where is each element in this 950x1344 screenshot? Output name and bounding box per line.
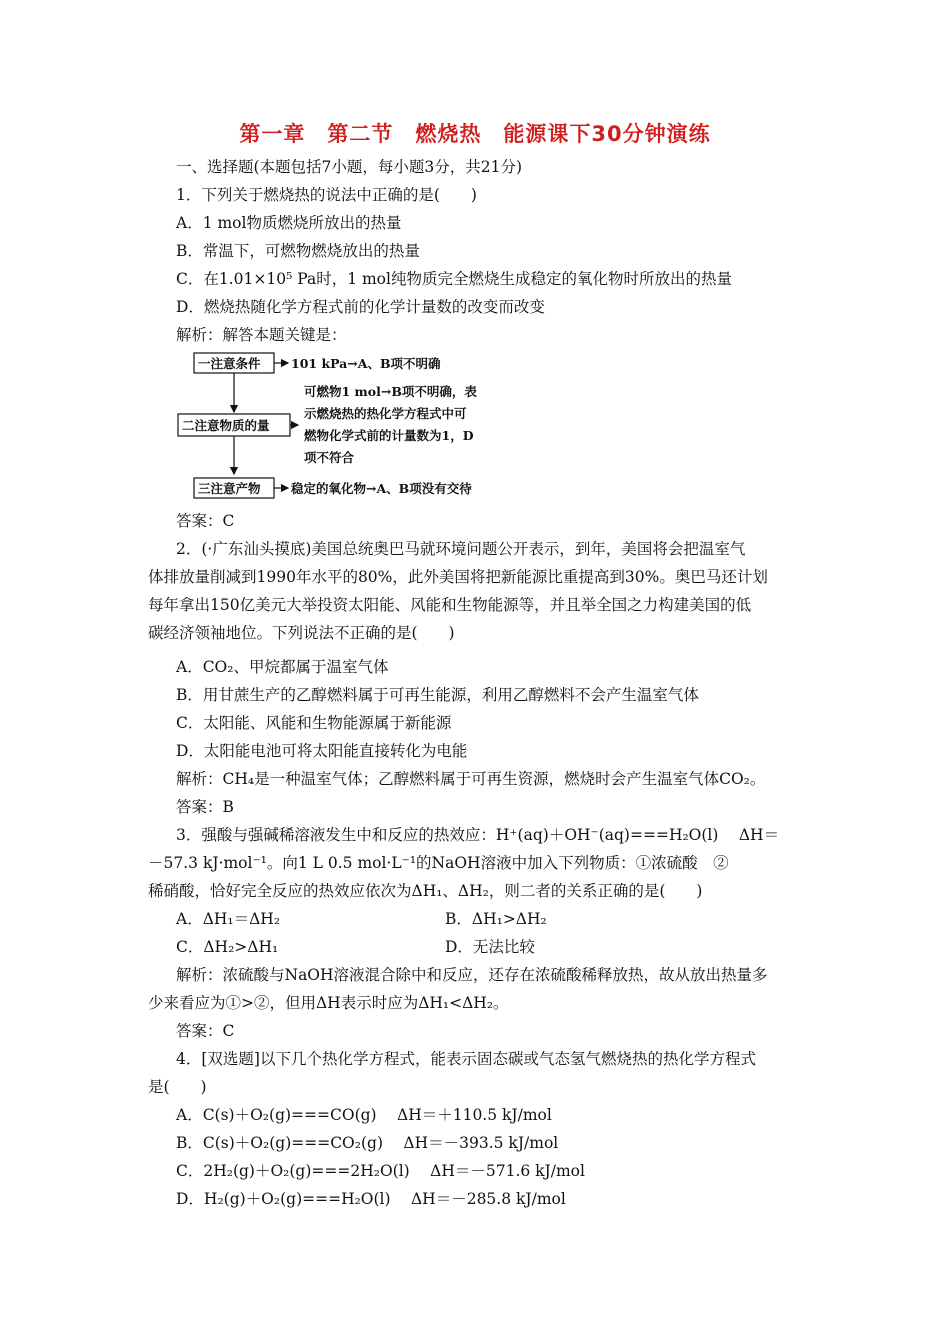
text-line: B．常温下，可燃物燃烧放出的热量 <box>176 242 420 260</box>
text-line: 碳经济领袖地位。下列说法不正确的是( ) <box>148 624 455 642</box>
flow-box-products-label: 三注意产物 <box>198 481 261 496</box>
text-line: 答案：B <box>176 798 234 816</box>
text-line: B．用甘蔗生产的乙醇燃料属于可再生能源，利用乙醇燃料不会产生温室气体 <box>176 686 699 704</box>
text-line: A．1 mol物质燃烧所放出的热量 <box>176 214 402 232</box>
text-line: －57.3 kJ·mol⁻¹。向1 L 0.5 mol·L⁻¹的NaOH溶液中加入下列物质：①浓硫酸 ② <box>148 854 729 872</box>
text-line: 解析：浓硫酸与NaOH溶液混合除中和反应，还存在浓硫酸稀释放热，故从放出热量多 <box>176 966 768 984</box>
flow-products-result: 稳定的氧化物→A、B项没有交待 <box>291 481 472 496</box>
flow-box-conditions-label: 一注意条件 <box>198 356 261 371</box>
text-line: 答案：C <box>176 512 235 530</box>
text-line: 每年拿出150亿美元大举投资太阳能、风能和生物能源等，并且举全国之力构建美国的低 <box>148 596 752 614</box>
flow-box-amount-label: 二注意物质的量 <box>182 418 270 433</box>
text-line: 2．(·广东汕头摸底)美国总统奥巴马就环境问题公开表示，到年，美国将会把温室气 <box>176 540 746 558</box>
text-line: 答案：C <box>176 1022 235 1040</box>
text-line: D．H₂(g)＋O₂(g)===H₂O(l) ΔH＝－285.8 kJ/mol <box>176 1190 566 1208</box>
flow-conditions-result: 101 kPa→A、B项不明确 <box>291 356 441 371</box>
text-line: D．燃烧热随化学方程式前的化学计量数的改变而改变 <box>176 298 545 316</box>
text-line: 是( ) <box>148 1078 207 1096</box>
page-title: 第一章 第二节 燃烧热 能源课下30分钟演练 <box>239 122 711 146</box>
flow-amount-result-3: 燃物化学式前的计量数为1，D <box>304 428 474 443</box>
text-line: D．无法比较 <box>445 938 535 956</box>
text-line: C．2H₂(g)＋O₂(g)===2H₂O(l) ΔH＝－571.6 kJ/mol <box>176 1162 585 1180</box>
text-line: A．ΔH₁＝ΔH₂ <box>176 910 281 928</box>
text-line: A．C(s)＋O₂(g)===CO(g) ΔH＝＋110.5 kJ/mol <box>176 1106 552 1124</box>
flow-amount-result-4: 项不符合 <box>304 450 355 465</box>
text-line: 4．[双选题]以下几个热化学方程式，能表示固态碳或气态氢气燃烧热的热化学方程式 <box>176 1050 756 1068</box>
text-line: B．C(s)＋O₂(g)===CO₂(g) ΔH＝－393.5 kJ/mol <box>176 1134 559 1152</box>
text-line: A．CO₂、甲烷都属于温室气体 <box>176 658 389 676</box>
text-line: 解析：解答本题关键是： <box>176 326 347 344</box>
text-line: 少来看应为①>②，但用ΔH表示时应为ΔH₁<ΔH₂。 <box>148 994 509 1012</box>
flow-amount-result-1: 可燃物1 mol→B项不明确，表 <box>304 384 477 399</box>
text-line: B．ΔH₁>ΔH₂ <box>445 910 547 928</box>
text-line: C．ΔH₂>ΔH₁ <box>176 938 279 956</box>
text-line: C．在1.01×10⁵ Pa时，1 mol纯物质完全燃烧生成稳定的氧化物时所放出的热量 <box>176 270 732 288</box>
text-line: 1．下列关于燃烧热的说法中正确的是( ) <box>176 186 477 204</box>
text-line: C．太阳能、风能和生物能源属于新能源 <box>176 714 452 732</box>
text-line: 一、选择题(本题包括7小题，每小题3分，共21分) <box>176 158 523 176</box>
analysis-flowchart <box>170 348 550 508</box>
text-line: 3．强酸与强碱稀溶液发生中和反应的热效应：H⁺(aq)＋OH⁻(aq)===H₂O(l) ΔH＝ <box>176 826 780 844</box>
text-line: 体排放量削减到1990年水平的80%，此外美国将把新能源比重提高到30%。奥巴马还计划 <box>148 568 768 586</box>
text-line: 解析：CH₄是一种温室气体；乙醇燃料属于可再生资源，燃烧时会产生温室气体CO₂。 <box>176 770 766 788</box>
text-line: D．太阳能电池可将太阳能直接转化为电能 <box>176 742 468 760</box>
flow-amount-result-2: 示燃烧热的热化学方程式中可 <box>304 406 467 421</box>
text-line: 稀硝酸，恰好完全反应的热效应依次为ΔH₁、ΔH₂，则二者的关系正确的是( ) <box>148 882 703 900</box>
